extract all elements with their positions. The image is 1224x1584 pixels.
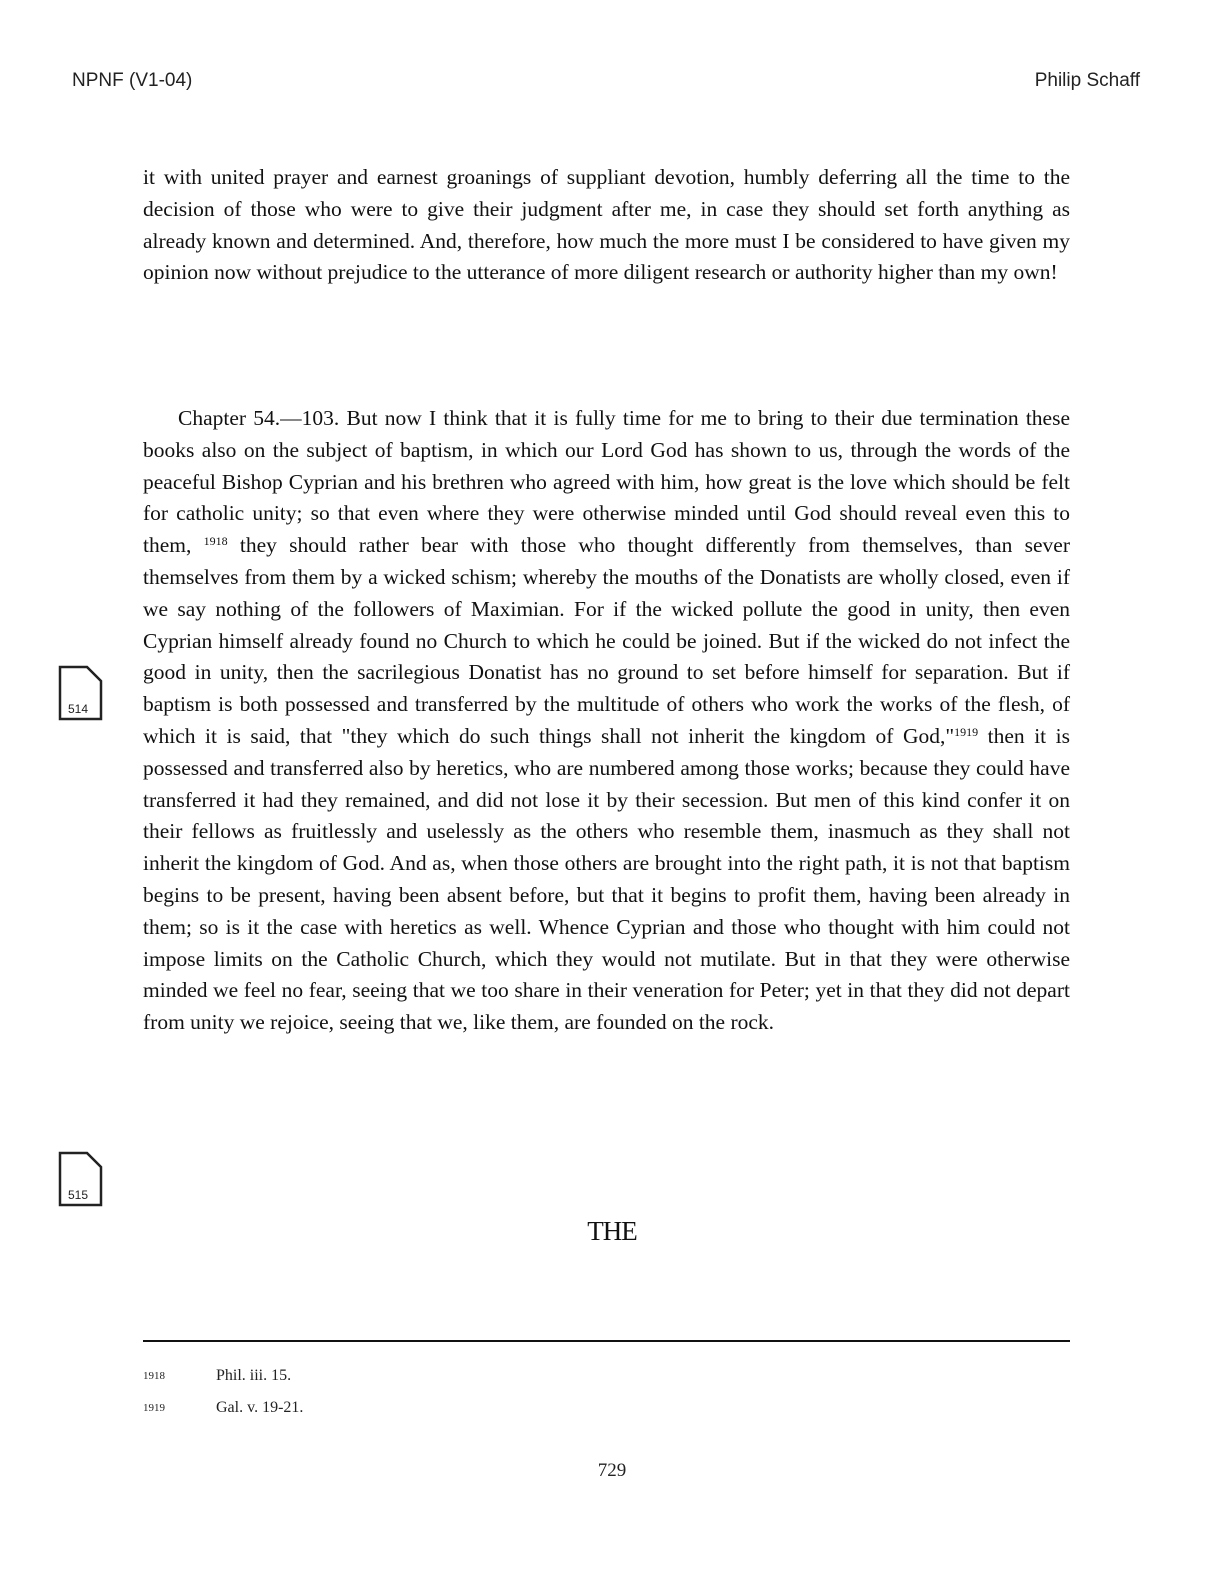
page-marker-514[interactable] [57,665,103,721]
page-marker-label: 514 [67,702,89,716]
paragraph-text: they should rather bear with those who thought differently from themselves, than sever themselves from them by a wicked schism; whereby the mouths of the Donatists are wholly closed, even if we say nothing of the followers of Maximian. For if the wicked pollute the good in unity, then even Cyprian himself already found no Church to which he could be joined. But if the wicked do not infect the good in unity, then the sacrilegious Donatist has no ground to set before himself for separation. But if baptism is both possessed and transferred by the multitude of others who work the works of the flesh, of which it is said, that "they which do such things shall not inherit the kingdom of God," [143,533,1070,748]
paragraph-text: then it is possessed and transferred also by heretics, who are numbered among those works; because they could have transferred it had they remained, and did not lose it by their secession. But men of this kind confer it on their fellows as fruitlessly and uselessly as the others who resemble them, inasmuch as they shall not inherit the kingdom of God. And as, when those others are brought into the right path, it is not that baptism begins to be present, having been absent before, but that it begins to profit them, having been already in them; so is it the case with heretics as well. Whence Cyprian and those who thought with him could not impose limits on the Catholic Church, which they would not mutilate. But in that they were otherwise minded we feel no fear, seeing that we too share in their veneration for Peter; yet in that they did not depart from unity we rejoice, seeing that we, like them, are founded on the rock. [143,723,1070,1035]
page-marker-label: 515 [67,1188,89,1202]
footnote-number: 1918 [143,1370,165,1382]
page-marker-515[interactable] [57,1151,103,1207]
running-header-right: Philip Schaff [1034,70,1140,91]
footnote-number: 1919 [143,1402,165,1414]
footnote-ref-1918[interactable]: 1918 [203,534,228,549]
footnote-divider [143,1340,1070,1342]
page-number: 729 [597,1460,627,1481]
footnote-ref-1919[interactable]: 1919 [954,724,979,739]
footnote-text: Gal. v. 19-21. [216,1399,304,1416]
footnote-text: Phil. iii. 15. [216,1367,292,1384]
paragraph-continuation: it with united prayer and earnest groanings of suppliant devotion, humbly deferring all the time to the decision of those who were to give their judgment after me, in case they should set forth anything as already known and determined. And, therefore, how much the more must I be considered to have given my opinion now without prejudice to the utterance of more diligent research or authority higher than my own! [143,165,1070,285]
section-heading: THE [587,1216,637,1246]
running-header-left: NPNF (V1-04) [72,70,193,91]
paragraph-text: Chapter 54.—103. But now I think that it is fully time for me to bring to their due termination these books also on the subject of baptism, in which our Lord God has shown to us, through the words of the peaceful Bishop Cyprian and his brethren who agreed with him, how great is the love which should be felt for catholic unity; so that even where they were otherwise minded until God should reveal even this to them, [143,406,1070,558]
paragraph-chapter-54 [143,403,1070,1039]
